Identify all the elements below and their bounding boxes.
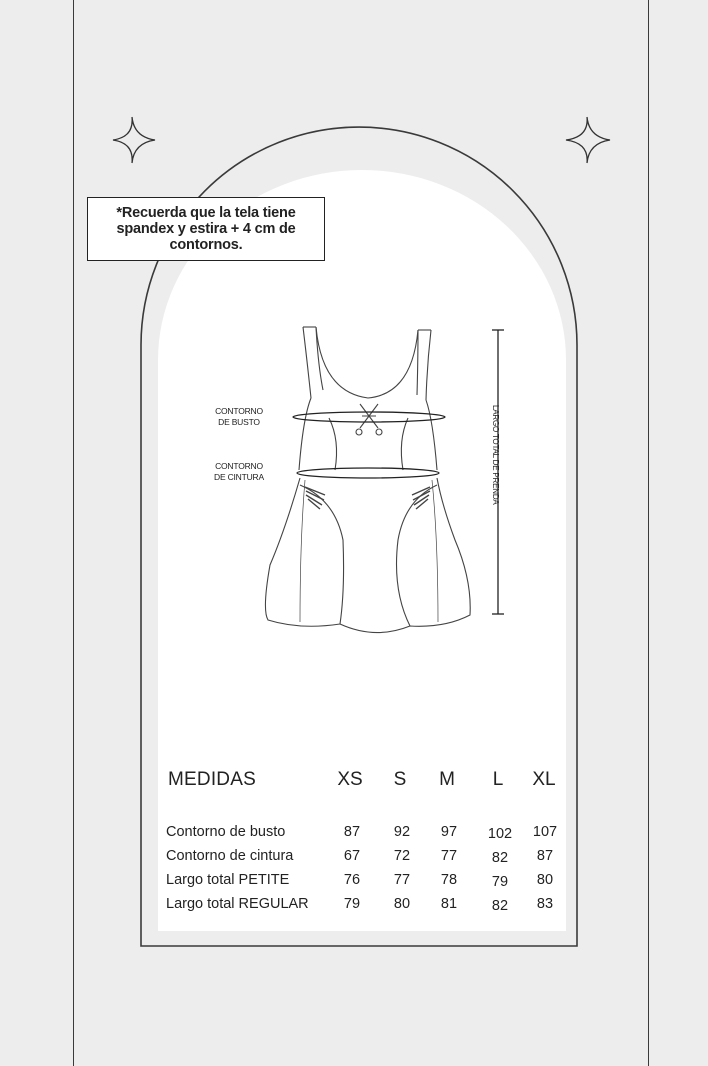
note-line-1: *Recuerda que la tela tiene <box>116 205 296 221</box>
cell: 81 <box>440 896 458 912</box>
cell: 80 <box>536 872 554 888</box>
waist-label-line-1: CONTORNO <box>215 461 263 471</box>
row-label: Largo total REGULAR <box>166 896 309 912</box>
size-xs: XS <box>337 769 363 790</box>
cell: 76 <box>343 872 361 888</box>
row-label: Largo total PETITE <box>166 872 290 888</box>
cell: 79 <box>491 874 509 890</box>
table-row <box>158 824 566 848</box>
cell: 102 <box>487 826 513 842</box>
stretch-note <box>87 197 325 261</box>
note-line-2: spandex y estira + 4 cm de <box>116 221 296 237</box>
length-label: LARGO TOTAL DE PRENDA <box>491 405 500 505</box>
row-label: Contorno de busto <box>166 824 286 840</box>
table-row <box>158 848 566 872</box>
cell: 79 <box>343 896 361 912</box>
cell: 72 <box>393 848 411 864</box>
waist-label <box>203 461 275 483</box>
cell: 83 <box>536 896 554 912</box>
size-m: M <box>439 769 455 790</box>
size-table-body <box>158 813 566 931</box>
sparkle-icon-right <box>566 117 610 163</box>
sparkle-icon-left <box>113 117 155 163</box>
table-title: MEDIDAS <box>168 769 256 790</box>
size-xl: XL <box>532 769 556 790</box>
cell: 82 <box>491 850 509 866</box>
cell: 97 <box>440 824 458 840</box>
table-row <box>158 896 566 920</box>
cell: 78 <box>440 872 458 888</box>
note-line-3: contornos. <box>169 237 243 253</box>
cell: 82 <box>491 898 509 914</box>
size-l: L <box>492 769 504 790</box>
bust-label <box>205 406 273 428</box>
waist-label-line-2: DE CINTURA <box>214 472 264 482</box>
bust-label-line-2: DE BUSTO <box>218 417 260 427</box>
size-s: S <box>393 769 407 790</box>
size-table-header <box>158 757 566 803</box>
cell: 77 <box>393 872 411 888</box>
table-row <box>158 872 566 896</box>
bust-label-line-1: CONTORNO <box>215 406 263 416</box>
cell: 92 <box>393 824 411 840</box>
cell: 87 <box>536 848 554 864</box>
cell: 87 <box>343 824 361 840</box>
cell: 67 <box>343 848 361 864</box>
cell: 77 <box>440 848 458 864</box>
cell: 80 <box>393 896 411 912</box>
row-label: Contorno de cintura <box>166 848 294 864</box>
cell: 107 <box>532 824 558 840</box>
